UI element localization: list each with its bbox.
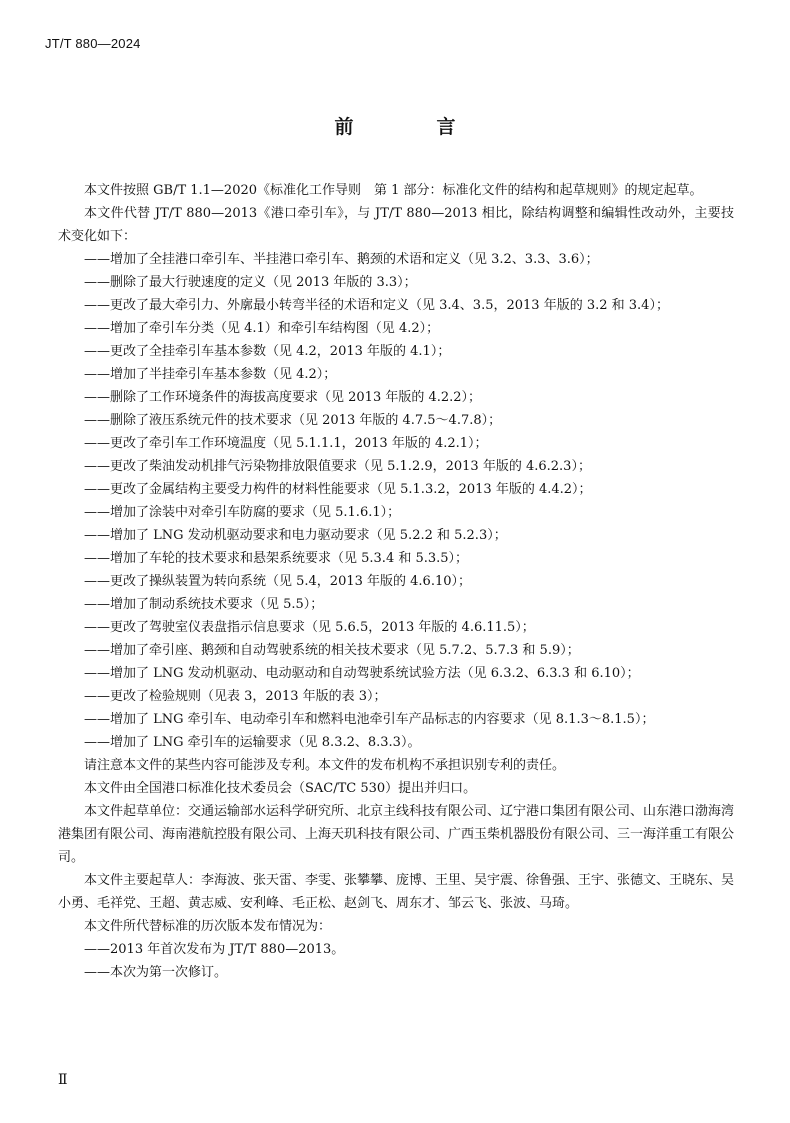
change-item: ——增加了全挂港口牵引车、半挂港口牵引车、鹅颈的术语和定义（见 3.2、3.3、3.6）； [84, 252, 599, 267]
change-item: ——删除了工作环境条件的海拔高度要求（见 2013 年版的 4.2.2）； [84, 390, 482, 405]
change-item: ——增加了牵引座、鹅颈和自动驾驶系统的相关技术要求（见 5.7.2、5.7.3 和 5.9）； [84, 643, 580, 658]
paragraph: 本文件按照 GB/T 1.1—2020《标准化工作导则 第 1 部分：标准化文件的结构和起草规则》的规定起草。 [84, 183, 703, 198]
paragraph: 本文件主要起草人：李海波、张天雷、李雯、张攀攀、庞博、王里、吴宇震、徐鲁强、王宇、张德文、王晓东、吴小勇、毛祥党、王超、黄志威、安利峰、毛正松、赵剑飞、周东才、邹云飞、张波、马琦。 [58, 873, 735, 911]
paragraph: 本文件起草单位：交通运输部水运科学研究所、北京主线科技有限公司、辽宁港口集团有限公司、山东港口渤海湾港集团有限公司、海南港航控股有限公司、上海天玑科技有限公司、广西玉柴机器股份有限公司、三一海洋重工有限公司。 [58, 804, 735, 865]
page-number: Ⅱ [58, 1072, 68, 1088]
change-item: ——增加了 LNG 发动机驱动要求和电力驱动要求（见 5.2.2 和 5.2.3）； [84, 528, 507, 543]
change-item: ——增加了车轮的技术要求和悬架系统要求（见 5.3.4 和 5.3.5）； [84, 551, 469, 566]
change-item: ——更改了金属结构主要受力构件的材料性能要求（见 5.1.3.2，2013 年版的 4.4.2）； [84, 482, 592, 497]
change-item: ——增加了半挂牵引车基本参数（见 4.2）； [84, 367, 337, 382]
standard-code: JT/T 880—2024 [45, 36, 141, 51]
paragraph: 本文件所代替标准的历次版本发布情况为： [84, 919, 332, 934]
change-item: ——增加了涂装中对牵引车防腐的要求（见 5.1.6.1）； [84, 505, 401, 520]
change-item: ——增加了 LNG 牵引车、电动牵引车和燃料电池牵引车产品标志的内容要求（见 8.1.3～8.1.5）； [84, 712, 655, 727]
change-item: ——增加了 LNG 牵引车的运输要求（见 8.3.2、8.3.3）。 [84, 735, 421, 750]
change-item: ——增加了制动系统技术要求（见 5.5）； [84, 597, 324, 612]
change-item: ——增加了牵引车分类（见 4.1）和牵引车结构图（见 4.2）； [84, 321, 440, 336]
change-item: ——更改了柴油发动机排气污染物排放限值要求（见 5.1.2.9，2013 年版的 4.6.2.3）； [84, 459, 591, 474]
paragraph: 请注意本文件的某些内容可能涉及专利。本文件的发布机构不承担识别专利的责任。 [84, 758, 566, 773]
change-item: ——删除了最大行驶速度的定义（见 2013 年版的 3.3）； [84, 275, 417, 290]
change-item: ——更改了操纵装置为转向系统（见 5.4，2013 年版的 4.6.10）； [84, 574, 472, 589]
paragraph: 本文件代替 JT/T 880—2013《港口牵引车》，与 JT/T 880—2013 相比，除结构调整和编辑性改动外，主要技术变化如下： [58, 206, 734, 244]
change-item: ——更改了全挂牵引车基本参数（见 4.2，2013 年版的 4.1）； [84, 344, 451, 359]
paragraph: 本文件由全国港口标准化技术委员会（SAC/TC 530）提出并归口。 [84, 781, 477, 796]
change-item: ——增加了 LNG 发动机驱动、电动驱动和自动驾驶系统试验方法（见 6.3.2、6.3.3 和 6.10）； [84, 666, 640, 681]
change-item: ——更改了牵引车工作环境温度（见 5.1.1.1，2013 年版的 4.2.1）； [84, 436, 488, 451]
history-item: ——2013 年首次发布为 JT/T 880—2013。 [84, 942, 345, 957]
change-item: ——更改了驾驶室仪表盘指示信息要求（见 5.6.5，2013 年版的 4.6.11.5）； [84, 620, 535, 635]
page-title: 前 言 [334, 116, 488, 138]
change-item: ——更改了检验规则（见表 3，2013 年版的表 3）； [84, 689, 387, 704]
change-item: ——删除了液压系统元件的技术要求（见 2013 年版的 4.7.5～4.7.8）； [84, 413, 502, 428]
change-item: ——更改了最大牵引力、外廓最小转弯半径的术语和定义（见 3.4、3.5，2013 年版的 3.2 和 3.4）； [84, 298, 669, 313]
foreword-body [58, 179, 734, 984]
history-item: ——本次为第一次修订。 [84, 965, 228, 980]
